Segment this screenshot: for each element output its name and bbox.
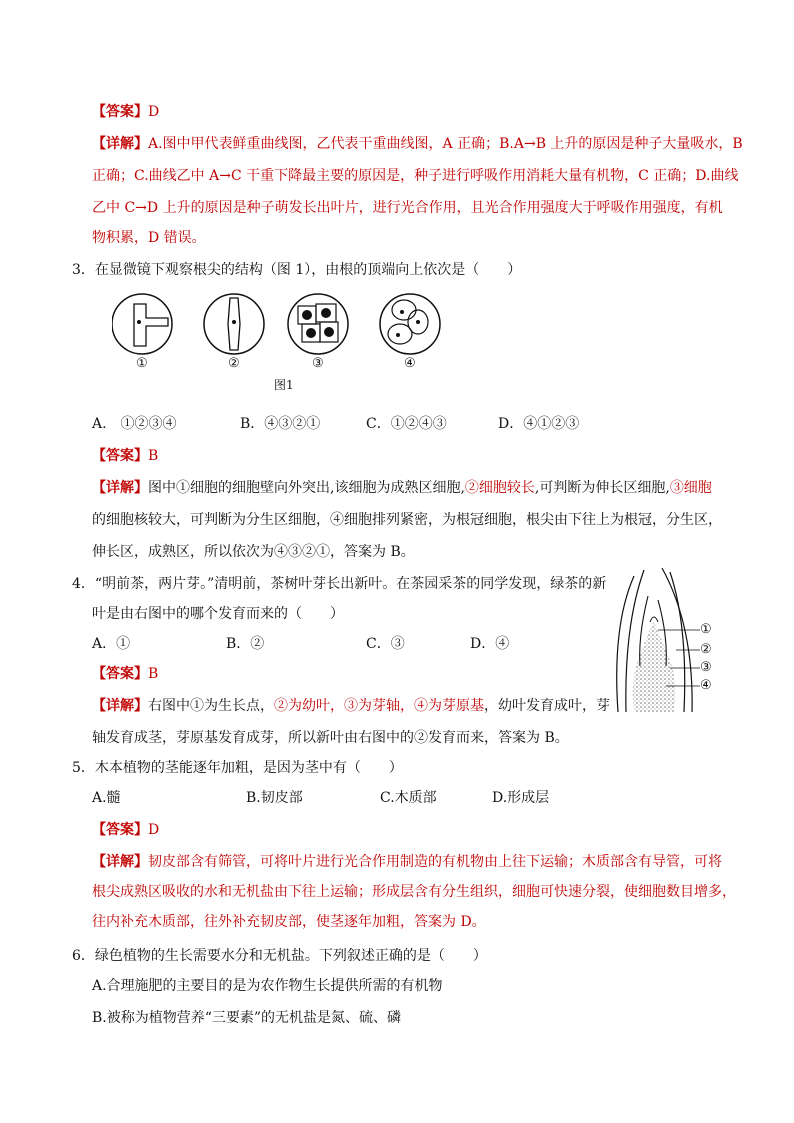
q3-option-b: B．④③②①: [240, 416, 321, 432]
q3-detail-line-2: 的细胞核较大，可判断为分生区细胞，④细胞排列紧密，为根冠细胞，根尖由下往上为根冠，分生区，: [92, 512, 722, 528]
figure-label-3: ③: [312, 356, 324, 371]
q3-stem: 3．在显微镜下观察根尖的结构（图 1），由根的顶端向上依次是（ ）: [72, 262, 522, 278]
detail-highlight: ③细胞: [669, 480, 712, 496]
q4-answer: [92, 666, 158, 682]
q5-option-b: B.韧皮部: [246, 790, 303, 806]
root-tip-cells-figure: [112, 292, 452, 396]
q2-detail-line-1: [92, 136, 743, 152]
q4-detail-line-1: [92, 698, 610, 714]
q3-detail-line-3: 伸长区，成熟区，所以依次为④③②①，答案为 B。: [92, 544, 415, 560]
q6-stem: 6．绿色植物的生长需要水分和无机盐。下列叙述正确的是（ ）: [72, 948, 487, 964]
q5-option-c: C.木质部: [380, 790, 437, 806]
q5-stem: 5．木本植物的茎能逐年加粗，是因为茎中有（ ）: [72, 760, 403, 776]
q2-detail-line-4: 物积累，D 错误。: [92, 230, 206, 246]
q3-answer: [92, 448, 158, 464]
answer-tag: 【答案】: [92, 822, 148, 838]
leaf-bud-figure: [604, 566, 724, 716]
figure-label-4: ④: [404, 356, 416, 371]
q3-option-d: D．④①②③: [498, 416, 580, 432]
q4-stem-line-2: 叶是由右图中的哪个发育而来的（ ）: [92, 606, 344, 622]
detail-highlight: ②细胞较长: [464, 480, 535, 496]
q4-stem-line-1: 4．“明前茶，两片芽。”清明前，茶树叶芽长出新叶。在茶园采茶的同学发现，绿茶的新: [72, 576, 607, 592]
q4-option-b: B．②: [226, 636, 265, 652]
leaf-bud-drawing: [604, 566, 724, 716]
answer-value: B: [148, 448, 159, 464]
detail-text: 韧皮部含有筛管，可将叶片进行光合作用制造的有机物由上往下运输；木质部含有导管，可将: [148, 854, 722, 870]
answer-value: D: [148, 822, 160, 838]
detail-text: 右图中①为生长点，: [148, 698, 274, 714]
q5-detail-line-2: 根尖成熟区吸收的水和无机盐由下往上运输；形成层含有分生组织，细胞可快速分裂，使细胞数目增多，: [92, 884, 736, 900]
q4-option-d: D．④: [470, 636, 510, 652]
figure-caption: 图1: [274, 378, 294, 392]
q5-detail-line-3: 往内补充木质部，往外补充韧皮部，使茎逐年加粗，答案为 D。: [92, 914, 486, 930]
bud-label-3: ③: [700, 660, 712, 675]
detail-text: A.图中甲代表鲜重曲线图，乙代表干重曲线图，A 正确；B.A→B 上升的原因是种子大量吸水，B: [148, 136, 743, 152]
q4-detail-line-2: 轴发育成茎，芽原基发育成芽，所以新叶由右图中的②发育而来，答案为 B。: [92, 730, 569, 746]
detail-tag: 【详解】: [92, 480, 148, 496]
q2-detail-line-3: 乙中 C→D 上升的原因是种子萌发长出叶片，进行光合作用，且光合作用强度大于呼吸作用强度，有机: [92, 200, 723, 216]
bud-label-4: ④: [700, 678, 712, 693]
q4-option-a: A．①: [92, 636, 131, 652]
answer-tag: 【答案】: [92, 448, 148, 464]
q3-option-c: C．①②④③: [366, 416, 447, 432]
detail-tag: 【详解】: [92, 136, 148, 152]
q6-option-a: A.合理施肥的主要目的是为农作物生长提供所需的有机物: [92, 978, 443, 994]
answer-value: B: [148, 666, 159, 682]
q5-detail-line-1: [92, 854, 722, 870]
answer-value: D: [148, 104, 160, 120]
q5-answer: [92, 822, 159, 838]
figure-label-2: ②: [228, 356, 240, 371]
q2-detail-line-2: 正确；C.曲线乙中 A→C 干重下降最主要的原因是，种子进行呼吸作用消耗大量有机物，C 正确；D.曲线: [92, 168, 739, 184]
q5-option-d: D.形成层: [492, 790, 550, 806]
detail-text: ,可判断为伸长区细胞,: [534, 480, 670, 496]
detail-text: ，幼叶发育成叶，芽: [484, 698, 610, 714]
detail-text: 图中①细胞的细胞壁向外突出,该细胞为成熟区细胞,: [148, 480, 465, 496]
q5-option-a: A.髓: [92, 790, 121, 806]
figure-label-1: ①: [136, 356, 148, 371]
q3-option-a: A. ①②③④: [92, 416, 177, 432]
answer-tag: 【答案】: [92, 666, 148, 682]
detail-highlight: ②为幼叶，③为芽轴，④为芽原基: [274, 698, 484, 714]
bud-label-1: ①: [700, 622, 712, 637]
detail-tag: 【详解】: [92, 854, 148, 870]
bud-label-2: ②: [700, 642, 712, 657]
q6-option-b: B.被称为植物营养“三要素”的无机盐是氮、硫、磷: [92, 1010, 402, 1026]
q2-answer: [92, 104, 159, 120]
q3-detail-line-1: [92, 480, 712, 496]
q4-option-c: C．③: [366, 636, 405, 652]
detail-tag: 【详解】: [92, 698, 148, 714]
answer-tag: 【答案】: [92, 104, 148, 120]
